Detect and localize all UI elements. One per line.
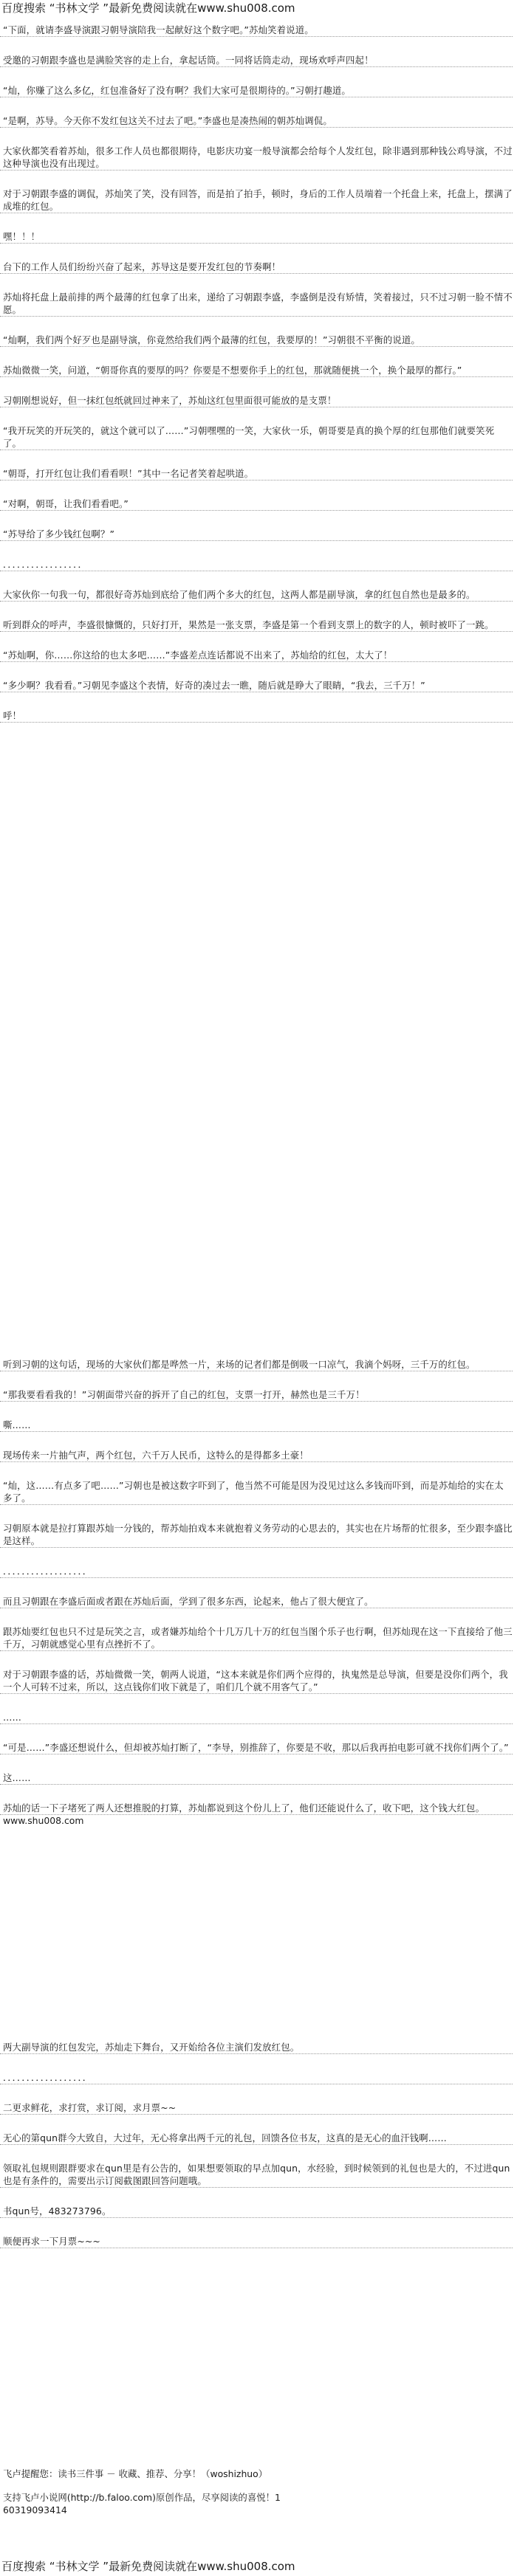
story-paragraph: “多少啊？我看看。”习朝见李盛这个表情，好奇的凑过去一瞧，随后就是睁大了眼睛，“我去，三千万！” [0, 679, 513, 692]
chapter-body-part-1 [0, 24, 517, 723]
story-paragraph: 跟苏灿要红包也只不过是玩笑之言，或者嫌苏灿给个十几万几十万的红包当图个乐子也行啊，但苏灿现在这一下直接给了他三千万，习朝就感觉心里有点挫折不了。 [0, 1625, 513, 1651]
story-paragraph: “苏灿啊，你……你这给的也太多吧……”李盛差点连话都说不出来了，苏灿给的红包，太大了！ [0, 649, 513, 662]
promo-footer: 百度搜索 “书林文学 ”最新免费阅读就在www.shu008.com [1, 2560, 295, 2573]
share-reminder: 飞卢提醒您：读书三件事 － 收藏、推荐、分享！（woshizhuo） [3, 2468, 268, 2479]
story-paragraph: 顺便再求一下月票~~~ [0, 2235, 513, 2248]
story-paragraph: 无心的第qun群今大致自，大过年，无心将拿出两千元的礼包，回馈各位书友，这真的是无心的血汗钱啊…… [0, 2132, 513, 2145]
story-paragraph: 大家伙都笑看着苏灿，很多工作人员也都很期待，电影庆功宴一般导演都会给每个人发红包，除非遇到那种钱公鸡导演，不过这种导演也没有出现过。 [0, 145, 513, 171]
story-paragraph: ．．．．．．．．．．．．．．．．．． [0, 1565, 513, 1578]
story-paragraph: “朝哥，打开红包让我们看看呗！”其中一名记者笑着起哄道。 [0, 467, 513, 481]
story-paragraph: 大家伙你一句我一句，都很好奇苏灿到底给了他们两个多大的红包，这两人都是副导演，拿的红包自然也是最多的。 [0, 588, 513, 602]
story-paragraph: 嘿！！！ [0, 230, 513, 244]
story-paragraph: 对于习朝跟李盛的调侃，苏灿笑了笑，没有回答，而是拍了拍手，顿时，身后的工作人员端着一个托盘上来，托盘上，摆满了成堆的红包。 [0, 187, 513, 213]
story-paragraph: 受邀的习朝跟李盛也是满脸笑容的走上台，拿起话筒。一同将话筒走动，现场欢呼声四起！ [0, 54, 513, 67]
story-paragraph: “我开玩笑的开玩笑的，就这个就可以了……”习朝嘿嘿的一笑，大家伙一乐，朝哥要是真的换个厚的红包那他们就要笑死了。 [0, 424, 513, 450]
story-paragraph: “那我要看看我的！”习朝面带兴奋的拆开了自己的红包，支票一打开，赫然也是三千万！ [0, 1388, 513, 1402]
story-paragraph: 习朝刚想说好，但一抹红包纸就回过神来了，苏灿这红包里面很可能放的是支票！ [0, 394, 513, 407]
site-support-note: 支持飞卢小说网(http://b.faloo.com)原创作品，尽享阅读的喜悦！1 60319093414 [3, 2492, 281, 2515]
story-paragraph: “灿啊，我们两个好歹也是副导演，你竟然给我们两个最薄的红包，我要厚的！”习朝很不平衡的说道。 [0, 334, 513, 347]
story-paragraph: “下面，就请李盛导演跟习朝导演陪我一起献好这个数字吧。”苏灿笑着说道。 [0, 24, 513, 37]
story-paragraph: “是啊，苏导。今天你不发红包这关不过去了吧。”李盛也是凑热闹的朝苏灿调侃。 [0, 114, 513, 128]
story-paragraph: 两大副导演的红包发完，苏灿走下舞台，又开始给各位主演们发放红包。 [0, 2041, 513, 2054]
story-paragraph: “苏导给了多少钱红包啊？” [0, 528, 513, 541]
story-paragraph: 听到群众的呼声，李盛很慷慨的，只好打开，果然是一张支票，李盛是第一个看到支票上的数字的人，顿时被吓了一跳。 [0, 619, 513, 632]
story-paragraph: 现场传来一片抽气声，两个红包，六千万人民币，这特么的是得都多土豪！ [0, 1449, 513, 1462]
story-paragraph: …… [0, 1711, 513, 1724]
chapter-body-part-2 [0, 1358, 517, 1827]
closing-block [0, 2467, 517, 2516]
story-paragraph: “可是……”李盛还想说什么，但却被苏灿打断了，“李导，别推辞了，你要是不收，那以后我再拍电影可就不找你们两个了。” [0, 1741, 513, 1754]
story-paragraph: 这…… [0, 1771, 513, 1785]
story-paragraph: ．．．．．．．．．．．．．．．．． [0, 558, 513, 571]
story-paragraph: 书qun号，483273796。 [0, 2205, 513, 2218]
story-paragraph: 而且习朝跟在李盛后面或者跟在苏灿后面，学到了很多东西，论起来，他占了很大便宜了。 [0, 1595, 513, 1608]
story-paragraph: 二更求鲜花，求打赏，求订阅，求月票~~ [0, 2101, 513, 2115]
story-paragraph: 苏灿微微一笑，问道，“朝哥你真的要厚的吗？你要是不想要你手上的红包，那就随便挑一个，换个最厚的都行。” [0, 364, 513, 377]
inline-site-url: www.shu008.com [3, 1815, 84, 1826]
story-paragraph: “灿，你赚了这么多亿，红包准备好了没有啊？我们大家可是很期待的。”习朝打趣道。 [0, 84, 513, 97]
story-paragraph: 习朝原本就是拉打算跟苏灿一分钱的，帮苏灿拍戏本来就抱着义务劳动的心思去的，其实也在片场帮的忙很多，至少跟李盛比是这样。 [0, 1522, 513, 1548]
story-paragraph: 领取礼包规则跟群要求在qun里是有公告的，如果想要领取的早点加qun，水经验，到时候领到的礼包也是大的，不过进qun也是有条件的，需要出示订阅截图跟回答问题哦。 [0, 2162, 513, 2188]
story-paragraph: 苏灿将托盘上最前排的两个最薄的红包拿了出来，递给了习朝跟李盛，李盛倒是没有矫情，笑着接过，只不过习朝一脸不情不愿。 [0, 291, 513, 317]
story-paragraph: 听到习朝的这句话，现场的大家伙们都是哗然一片，来场的记者们都是倒吸一口凉气，我滴个妈呀，三千万的红包。 [0, 1358, 513, 1371]
chapter-body-part-3 [0, 2041, 517, 2248]
story-paragraph: 对于习朝跟李盛的话，苏灿微微一笑，朝两人说道，“这本来就是你们两个应得的，执鬼然是总导演，但要是没你们两个，我一个人可转不过来，所以，这点钱你们收下就是了，咱们几个就不用客气了。” [0, 1668, 513, 1694]
story-paragraph: 嘶…… [0, 1419, 513, 1432]
story-paragraph: 呼！ [0, 709, 513, 723]
story-paragraph: ．．．．．．．．．．．．．．．．．． [0, 2071, 513, 2084]
story-paragraph: 台下的工作人员们纷纷兴奋了起来，苏导这是要开发红包的节奏啊！ [0, 261, 513, 274]
story-paragraph: “对啊，朝哥，让我们看看吧。” [0, 497, 513, 511]
story-paragraph: “灿，这……有点多了吧……”习朝也是被这数字吓到了，他当然不可能是因为没见过这么多钱而吓到，而是苏灿给的实在太多了。 [0, 1479, 513, 1505]
story-paragraph: 苏灿的话一下子堵死了两人还想推脱的打算，苏灿都说到这个份儿上了，他们还能说什么了，收下吧，这个钱大红包。 [0, 1802, 513, 1815]
promo-header: 百度搜索 “书林文学 ”最新免费阅读就在www.shu008.com [1, 1, 295, 15]
